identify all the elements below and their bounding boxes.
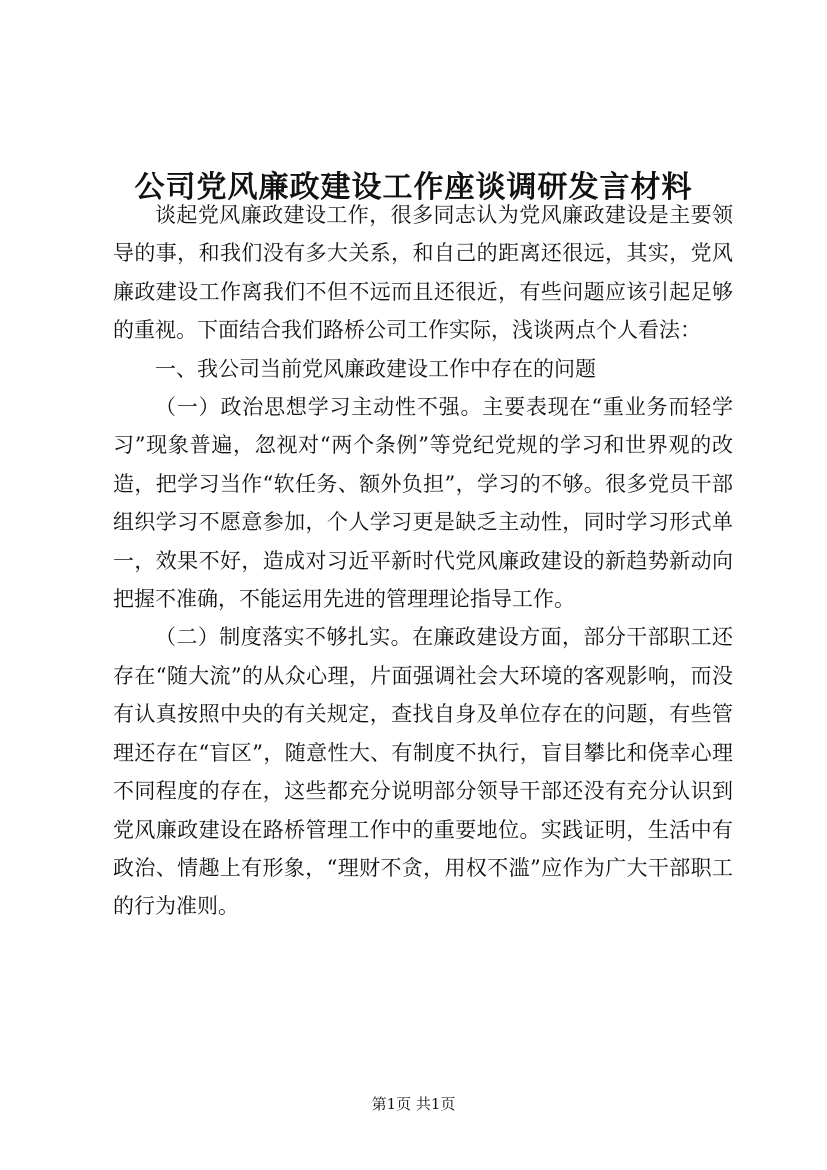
page-number-footer: 第1页 共1页 (371, 1095, 456, 1113)
paragraph-system-implementation: （二）制度落实不够扎实。在廉政建设方面，部分干部职工还存在“随大流”的从众心理，片面强调社会大环境的客观影响，而没有认真按照中央的有关规定，查找自身及单位存在的问题，有些管理还存在“盲区”，随意性大、有制度不执行，盲目攀比和侥幸心理不同程度的存在，这些都充分说明部分领导干部还没有充分认识到党风廉政建设在路桥管理工作中的重要地位。实践证明，生活中有政治、情趣上有形象，“理财不贪，用权不滥”应作为广大干部职工的行为准则。 (113, 625, 733, 919)
document-body (113, 196, 733, 926)
document-title: 公司党风廉政建设工作座谈调研发言材料 (134, 170, 693, 206)
paragraph-political-study: （一）政治思想学习主动性不强。主要表现在“重业务而轻学习”现象普遍，忽视对“两个条例”等党纪党规的学习和世界观的改造，把学习当作“软任务、额外负担”，学习的不够。很多党员干部组织学习不愿意参加，个人学习更是缺乏主动性，同时学习形式单一，效果不好，造成对习近平新时代党风廉政建设的新趋势新动向把握不准确，不能运用先进的管理理论指导工作。 (113, 395, 733, 612)
intro-paragraph: 谈起党风廉政建设工作，很多同志认为党风廉政建设是主要领导的事，和我们没有多大关系，和自己的距离还很远，其实，党风廉政建设工作离我们不但不远而且还很近，有些问题应该引起足够的重视。下面结合我们路桥公司工作实际，浅谈两点个人看法： (113, 203, 733, 343)
section-heading-problems: 一、我公司当前党风廉政建设工作中存在的问题 (155, 356, 596, 381)
